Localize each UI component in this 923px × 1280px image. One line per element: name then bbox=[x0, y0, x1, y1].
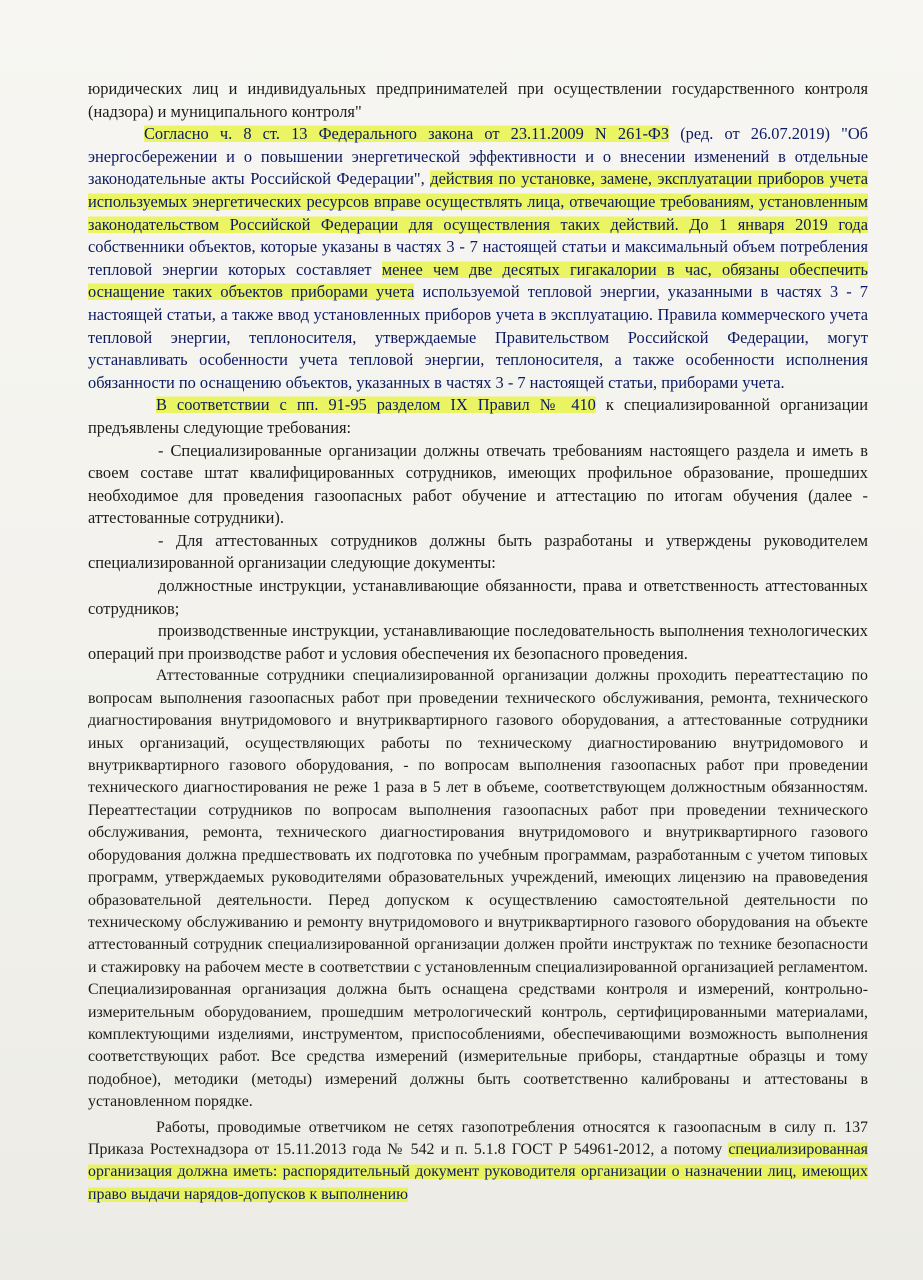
paragraph-1 bbox=[88, 78, 868, 123]
paragraph-6-text: Аттестованные сотрудники специализированной организации должны проходить переаттестацию по вопросам выполнения газоопасных работ при проведении технического обслуживания, ремонта, технического диагностирования внутридомового и внутриквартирного газового оборудования, а аттестованные сотрудники иных организаций, осуществляющих работы по техническому диагностированию внутридомового и внутриквартирного газового оборудования, - по вопросам выполнения газоопасных работ при проведении технического диагностирования не реже 1 раза в 5 лет в объеме, соответствующем должностным обязанностям. Переаттестации сотрудников по вопросам выполнения газоопасных работ при проведении технического обслуживания, ремонта, технического диагностирования внутридомового и внутриквартирного газового оборудования должна предшествовать их подготовка по учебным программам, разработанным с учетом типовых программ, утверждаемых руководителями образовательных учреждений, имеющих лицензию на правоведения образовательной деятельности. Перед допуском к осуществлению самостоятельной деятельности по техническому обслуживанию и ремонту внутридомового и внутриквартирного газового оборудования на объекте аттестованный сотрудник специализированной организации должен пройти инструктаж по технике безопасности и стажировку на рабочем месте в соответствии с установленным специализированной организацией регламентом. Специализированная организация должна быть оснащена средствами контроля и измерений, контрольно-измерительным оборудованием, прошедшим метрологический контроль, сертифицированными материалами, комплектующими изделиями, инструментом, приспособлениями, обеспечивающими возможность выполнения соответствующих работ. Все средства измерений (измерительные приборы, стандартные образцы и тому подобное), методики (методы) измерений должны быть соответственно калиброваны и аттестованы в установленном порядке. bbox=[88, 667, 868, 1111]
paragraph-3-text: к специализированной организации предъявлены следующие требования: bbox=[88, 395, 869, 437]
highlight-gigacalorie-requirement: менее чем две десятых гигакалории в час, обязаны обеспечить оснащение таких объектов приборами учета bbox=[88, 259, 868, 302]
paragraph-2-text-c: используемой тепловой энергии, указанными в частях 3 - 7 настоящей статьи, а также ввод установленных приборов учета в эксплуатацию. Правила коммерческого учета тепловой энергии, теплоносителя, утверждаемые Правительством Российской Федерации, могут устанавливать особенности учета тепловой энергии, теплоносителя, а также особенности исполнения обязанности по оснащению объектов, указанных в частях 3 - 7 настоящей статьи, приборами учета. bbox=[88, 282, 868, 392]
paragraph-5b bbox=[88, 620, 868, 665]
paragraph-7-text: Работы, проводимые ответчиком не сетях газопотребления относятся к газоопасным в силу п. 137 Приказа Ростехнадзора от 15.11.2013 года № 542 и п. 5.1.8 ГОСТ Р 54961-2012, а потому bbox=[88, 1118, 868, 1158]
paragraph-5a-text: должностные инструкции, устанавливающие обязанности, права и ответственность аттестованных сотрудников; bbox=[88, 576, 868, 618]
paragraph-5b-text: производственные инструкции, устанавливающие последовательность выполнения технологических операций при производстве работ и условия обеспечения их безопасного проведения. bbox=[88, 621, 868, 663]
paragraph-2-text-a: (ред. от 26.07.2019) "Об энергосбережении и о повышении энергетической эффективности и о внесении изменений в отдельные законодательные акты Российской Федерации", bbox=[88, 124, 868, 189]
paragraph-5 bbox=[88, 530, 868, 575]
paragraph-2-text-b: собственники объектов, которые указаны в частях 3 - 7 настоящей статьи и максимальный объем потребления тепловой энергии которых составляет bbox=[88, 237, 868, 279]
paragraph-1-text: юридических лиц и индивидуальных предпринимателей при осуществлении государственного контроля (надзора) и муниципального контроля" bbox=[88, 79, 868, 121]
highlight-rules-410: В соответствии с пп. 91-95 разделом IX Правил № 410 bbox=[156, 395, 596, 415]
paragraph-4-text: - Специализированные организации должны отвечать требованиям настоящего раздела и иметь в своем составе штат квалифицированных сотрудников, имеющих профильное образование, прошедших необходимое для проведения газоопасных работ обучение и аттестацию по итогам обучения (далее - аттестованные сотрудники). bbox=[88, 440, 868, 528]
document-text-body bbox=[88, 78, 868, 1206]
paragraph-5-text: - Для аттестованных сотрудников должны быть разработаны и утверждены руководителем специализированной организации следующие документы: bbox=[88, 530, 868, 573]
paragraph-5a bbox=[88, 575, 868, 620]
highlight-law-261: Согласно ч. 8 ст. 13 Федерального закона от 23.11.2009 N 261-ФЗ bbox=[144, 124, 670, 144]
paragraph-7 bbox=[88, 1117, 868, 1207]
paragraph-6 bbox=[88, 665, 868, 1113]
paragraph-4 bbox=[88, 440, 868, 530]
paragraph-3 bbox=[88, 394, 868, 439]
highlight-specialized-organization: специализированная организация должна иметь: распорядительный документ руководителя организации о назначении лиц, имеющих право выдачи нарядов-допусков к выполнению bbox=[88, 1140, 868, 1203]
paragraph-2 bbox=[88, 123, 868, 394]
highlight-installation-rights: действия по установке, замене, эксплуатации приборов учета используемых энергетических ресурсов вправе осуществлять лица, отвечающие требованиям, установленным законодательством Российской Федерации для осуществления таких действий. До 1 января 2019 года bbox=[88, 169, 868, 234]
